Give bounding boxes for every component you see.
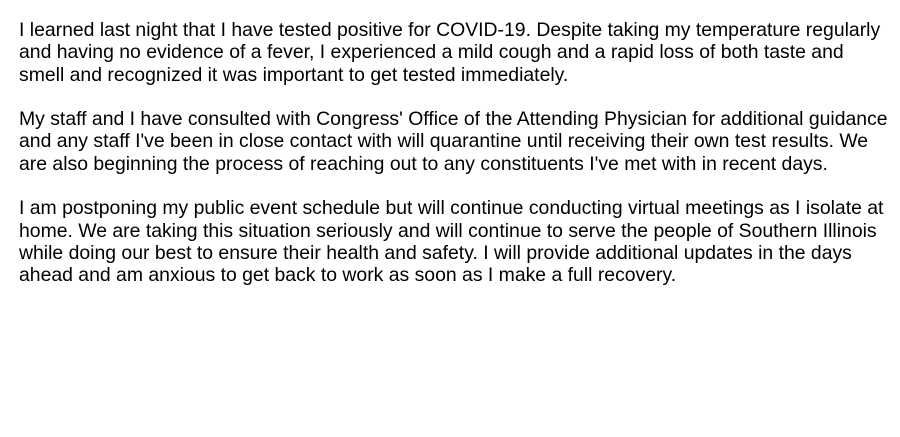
paragraph-staff-guidance: My staff and I have consulted with Congress' Office of the Attending Physician for additional guidance and any staff I've been in close contact with will quarantine until receiving their own test results. We are also beginning the process of reaching out to any constituents I've met with in recent days. <box>19 108 888 175</box>
paragraph-schedule-update: I am postponing my public event schedule but will continue conducting virtual meetings as I isolate at home. We are taking this situation seriously and will continue to serve the people of Southern Illinois while doing our best to ensure their health and safety. I will provide additional updates in the days ahead and am anxious to get back to work as soon as I make a full recovery. <box>19 197 884 287</box>
paragraph-positive-test: I learned last night that I have tested positive for COVID-19. Despite taking my temperature regularly and having no evidence of a fever, I experienced a mild cough and a rapid loss of both taste and smell and recognized it was important to get tested immediately. <box>19 19 881 86</box>
statement-text <box>19 19 889 287</box>
